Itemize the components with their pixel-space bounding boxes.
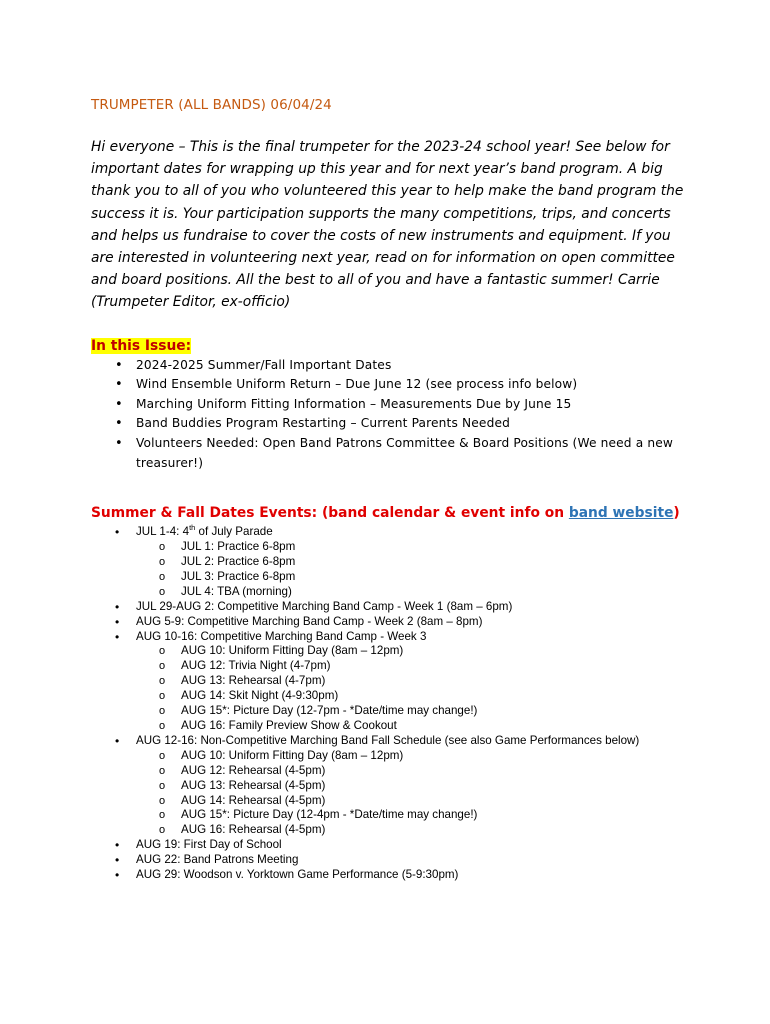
event-item <box>136 630 691 734</box>
event-sub-item: o JUL 3: Practice 6-8pm <box>181 570 691 585</box>
in-this-issue-heading-text: In this Issue: <box>91 337 192 354</box>
event-sub-item: o AUG 10: Uniform Fitting Day (8am – 12pm) <box>181 644 691 659</box>
newsletter-title: TRUMPETER (ALL BANDS) 06/04/24 <box>91 97 332 113</box>
event-text: AUG 29: Woodson v. Yorktown Game Performance (5-9:30pm) <box>136 868 459 882</box>
event-text: AUG 5-9: Competitive Marching Band Camp - Week 2 (8am – 8pm) <box>136 614 483 628</box>
intro-paragraph: Hi everyone – This is the final trumpeter for the 2023-24 school year! See below for important dates for wrapping up this year and for next year’s band program. A big thank you to all of you who volunteered this year to help make the band program the success it is. Your participation supports the many competitions, trips, and concerts and helps us fundraise to cover the costs of new instruments and equipment. If you are interested in volunteering next year, read on for information on open committee and board positions. All the best to all of you and have a fantastic summer! Carrie (Trumpeter Editor, ex-officio) <box>91 139 684 311</box>
in-this-issue-list <box>91 356 691 474</box>
event-sub-list <box>136 749 691 838</box>
in-this-issue-heading <box>91 336 691 356</box>
issue-item: • 2024-2025 Summer/Fall Important Dates <box>136 356 691 376</box>
event-sub-item: o AUG 15*: Picture Day (12-7pm - *Date/time may change!) <box>181 704 691 719</box>
band-website-link[interactable]: band website <box>568 505 674 522</box>
event-sub-list <box>136 644 691 733</box>
event-text-continued: of July Parade <box>195 525 273 539</box>
event-sub-item: o AUG 12: Rehearsal (4-5pm) <box>181 764 691 779</box>
issue-item: • Volunteers Needed: Open Band Patrons Committee & Board Positions (We need a new treasurer!) <box>136 434 691 473</box>
event-item <box>136 525 691 600</box>
event-sub-item: o JUL 1: Practice 6-8pm <box>181 540 691 555</box>
event-sub-item: o AUG 16: Family Preview Show & Cookout <box>181 719 691 734</box>
issue-item: • Band Buddies Program Restarting – Current Parents Needed <box>136 414 691 434</box>
event-text: JUL 29-AUG 2: Competitive Marching Band Camp - Week 1 (8am – 6pm) <box>136 599 513 613</box>
event-sub-item: o AUG 16: Rehearsal (4-5pm) <box>181 823 691 838</box>
event-item <box>136 600 691 615</box>
event-text: AUG 12-16: Non-Competitive Marching Band Fall Schedule (see also Game Performances below) <box>136 733 640 747</box>
events-list <box>91 525 691 883</box>
event-sub-item: o AUG 13: Rehearsal (4-5pm) <box>181 779 691 794</box>
event-sub-item: o AUG 14: Rehearsal (4-5pm) <box>181 794 691 809</box>
events-heading-prefix: Summer & Fall Dates Events: (band calendar & event info on <box>91 505 569 522</box>
event-sub-item: o AUG 15*: Picture Day (12-4pm - *Date/time may change!) <box>181 808 691 823</box>
event-item <box>136 838 691 853</box>
events-heading-suffix: ) <box>673 505 680 522</box>
event-sub-item: o AUG 13: Rehearsal (4-7pm) <box>181 674 691 689</box>
event-sub-item: o AUG 10: Uniform Fitting Day (8am – 12pm) <box>181 749 691 764</box>
event-text: AUG 10-16: Competitive Marching Band Camp - Week 3 <box>136 629 427 643</box>
event-item <box>136 734 691 838</box>
event-item <box>136 615 691 630</box>
event-text: AUG 19: First Day of School <box>136 838 282 852</box>
event-item <box>136 868 691 883</box>
event-sub-item: o AUG 14: Skit Night (4-9:30pm) <box>181 689 691 704</box>
event-ordinal-suffix: th <box>189 523 196 533</box>
event-text: AUG 22: Band Patrons Meeting <box>136 853 299 867</box>
issue-item: • Marching Uniform Fitting Information – Measurements Due by June 15 <box>136 395 691 415</box>
event-item <box>136 853 691 868</box>
event-text: JUL 1-4: 4 <box>136 525 190 539</box>
event-sub-item: o AUG 12: Trivia Night (4-7pm) <box>181 659 691 674</box>
events-heading <box>91 503 691 523</box>
event-sub-item: o JUL 2: Practice 6-8pm <box>181 555 691 570</box>
issue-item: • Wind Ensemble Uniform Return – Due June 12 (see process info below) <box>136 375 691 395</box>
event-sub-list <box>136 540 691 600</box>
event-sub-item: o JUL 4: TBA (morning) <box>181 585 691 600</box>
document-page <box>91 96 691 883</box>
